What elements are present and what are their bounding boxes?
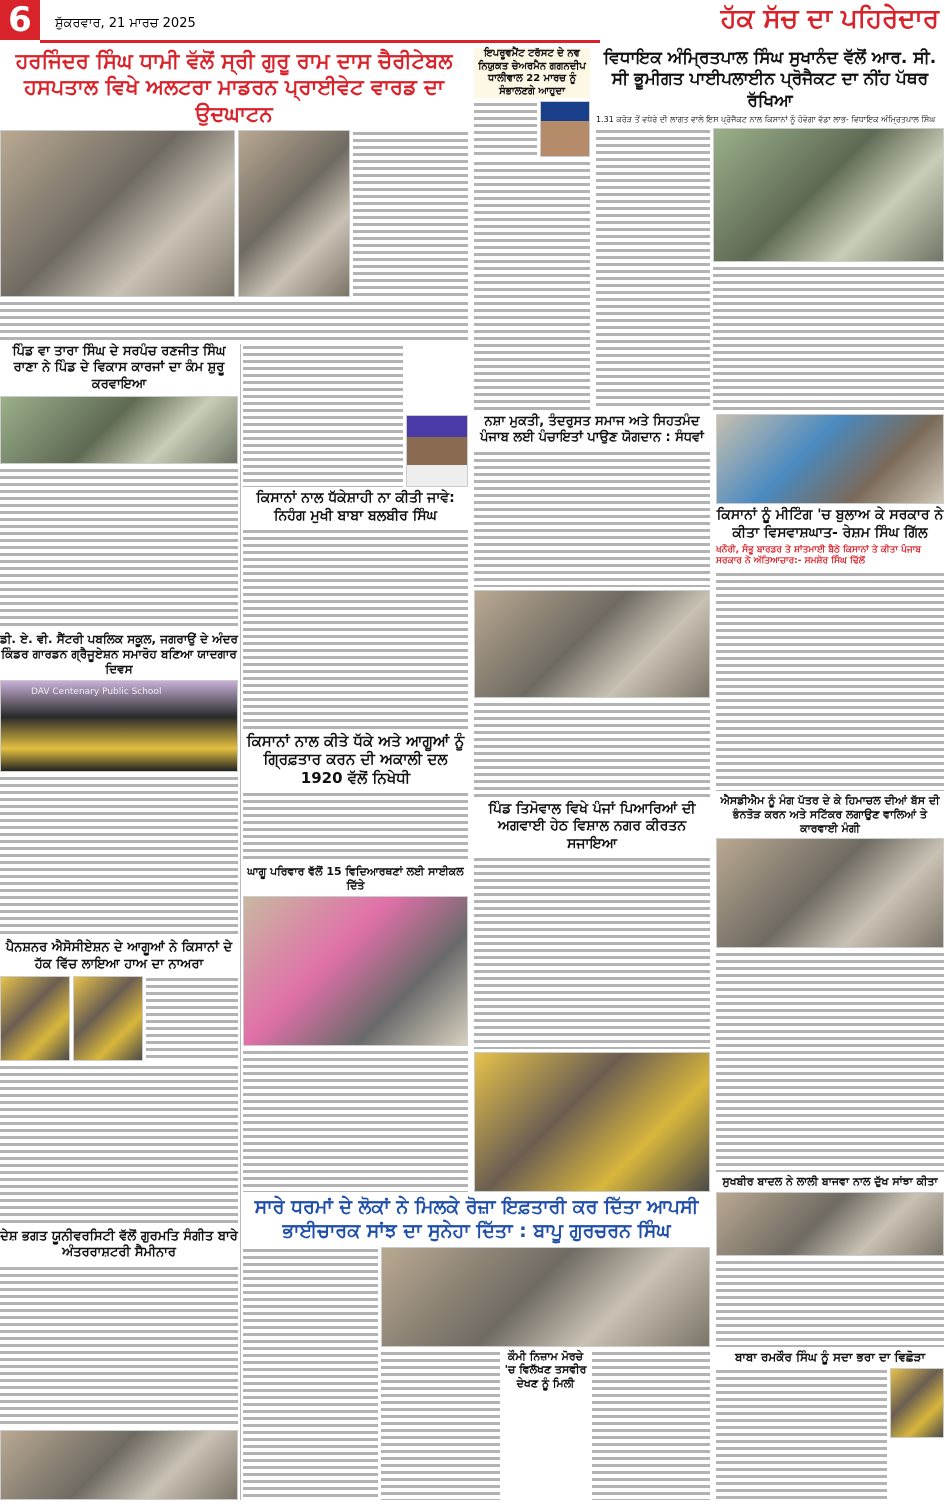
photo-iftar	[381, 1247, 710, 1347]
headline-sdm: ਐਸਡੀਐਮ ਨੂੰ ਮੰਗ ਪੱਤਰ ਦੇ ਕੇ ਹਿਮਾਚਲ ਦੀਆਂ ਬੱਸ ਦੀ ਭੰਨਤੋੜ ਕਰਨ ਅਤੇ ਸਟਿੱਕਰ ਲਗਾਉਣ ਵਾਲਿਆਂ ਤੇ ਕਾਰਵਾਈ ਮੰਗੀ	[720, 794, 940, 835]
column-right	[716, 414, 944, 1500]
body-morcha	[592, 1350, 711, 1501]
photo-baba	[890, 1368, 944, 1438]
photo-gagandeep	[540, 101, 590, 157]
body-iftar	[243, 1247, 378, 1501]
body-pensioner-side	[146, 976, 238, 1061]
body-iftar-2	[381, 1350, 500, 1501]
photo-pipeline	[713, 128, 944, 262]
column-divider	[240, 344, 241, 1500]
column-second	[243, 344, 468, 1192]
headline-nasha: ਨਸ਼ਾ ਮੁਕਤੀ, ਤੰਦਰੁਸਤ ਸਮਾਜ ਅਤੇ ਸਿਹਤਮੰਦ ਪੰਜਾਬ ਲਈ ਪੰਚਾਇਤਾਂ ਪਾਉਣ ਯੋਗਦਾਨ : ਸੰਧਵਾਂ	[480, 414, 704, 446]
pensioner-photo-row	[0, 976, 238, 1061]
body-meeting	[716, 571, 944, 792]
photo-meeting	[716, 414, 944, 504]
photo-dhami-2	[238, 130, 350, 297]
body-kirtan	[474, 856, 710, 1049]
headline-trust: ਇਪਰੂਵਮੈਂਟ ਟਰੱਸਟ ਦੇ ਨਵ ਨਿਯੁਕਤ ਚੇਅਰਮੈਨ ਗਗਨਦੀਪ ਧਾਲੀਵਾਲ 22 ਮਾਰਚ ਨੂੰ ਸੰਭਾਲਣਗੇ ਆਹੁਦਾ	[474, 48, 590, 98]
headline-pensioner: ਪੈਨਸ਼ਨਰ ਐਸੋਸੀਏਸ਼ਨ ਦੇ ਆਗੂਆਂ ਨੇ ਕਿਸਾਨਾਂ ਦੇ ਹੱਕ ਵਿੱਚ ਲਾਇਆ ਹਾਅ ਦਾ ਨਾਅਰਾ	[5, 940, 233, 972]
school-banner-text: DAV Centenary Public School	[31, 687, 162, 698]
photo-kirtan	[474, 1052, 710, 1192]
photo-nasha	[474, 590, 710, 698]
body-pipeline	[596, 128, 710, 410]
dhami-photo-row	[0, 130, 468, 297]
subhead-meeting: ਖਨੌਰੀ, ਸੰਭੂ ਬਾਰਡਰ ਤੇ ਸ਼ਾਂਤਮਾਈ ਬੈਠੇ ਕਿਸਾਨਾਂ ਤੇ ਕੀਤਾ ਪੰਜਾਬ ਸਰਕਾਰ ਨੇ ਅੱਤਿਆਚਾਰ:- ਸਮਸ਼ੇਰ ਸਿੰਘ ਢਿੱਲੋਂ	[716, 545, 921, 567]
photo-sukhbir	[716, 1192, 944, 1256]
section-trust	[474, 48, 590, 410]
section-pipeline	[596, 48, 944, 410]
photo-pensioner-2	[73, 976, 143, 1061]
body-dhami-cont	[243, 344, 403, 487]
body-nihang	[243, 528, 468, 728]
photo-sdm	[716, 838, 944, 948]
header-rule	[40, 40, 600, 43]
section-dhami	[0, 48, 468, 340]
body-nasha	[474, 450, 710, 588]
headline-sarpanch: ਪਿੰਡ ਵਾ ਤਾਰਾ ਸਿੰਘ ਦੇ ਸਰਪੰਚ ਰਣਜੀਤ ਸਿੰਘ ਰਾਣਾ ਨੇ ਪਿੰਡ ਦੇ ਵਿਕਾਸ ਕਾਰਜਾਂ ਦਾ ਕੰਮ ਸ਼ੁਰੂ ਕਰਵਾਇਆ	[12, 344, 226, 392]
headline-kirtan: ਪਿੰਡ ਤਿਮੋਵਾਲ ਵਿਖੇ ਪੰਜਾਂ ਪਿਆਰਿਆਂ ਦੀ ਅਗਵਾਈ ਹੇਠ ਵਿਸ਼ਾਲ ਨਗਰ ਕੀਰਤਨ ਸਜਾਇਆ	[488, 800, 696, 852]
iftar-bottom-row	[381, 1350, 710, 1501]
column-middle	[474, 414, 710, 1192]
body-pensioner	[0, 1064, 238, 1226]
body-baba	[716, 1368, 887, 1500]
body-sarpanch	[0, 467, 238, 629]
subhead-pipeline: 1.31 ਕਰੋੜ ਤੋਂ ਵਧੇਰੇ ਦੀ ਲਾਗਤ ਵਾਲੇ ਇਸ ਪ੍ਰੋਜੈਕਟ ਨਾਲ ਕਿਸਾਨਾਂ ਨੂੰ ਹੋਵੇਗਾ ਵੱਡਾ ਲਾਭ- ਵਿਧਾਇਕ ਅੰਮ੍ਰਿਤਪਾਲ ਸਿੰਘ	[596, 114, 936, 124]
body-akali	[243, 791, 468, 863]
body-dhami	[0, 300, 468, 340]
pipeline-row	[596, 128, 944, 410]
headline-dhami: ਹਰਜਿੰਦਰ ਸਿੰਘ ਧਾਮੀ ਵੱਲੋਂ ਸ੍ਰੀ ਗੁਰੂ ਰਾਮ ਦਾਸ ਚੈਰੀਟੇਬਲ ਹਸਪਤਾਲ ਵਿਖੇ ਅਲਟਰਾ ਮਾਡਰਨ ਪ੍ਰਾਈਵੇਟ ਵਾਰਡ ਦਾ ਉਦਘਾਟਨ	[15, 49, 453, 126]
headline-nihang: ਕਿਸਾਨਾਂ ਨਾਲ ਧੱਕੇਸ਼ਾਹੀ ਨਾ ਕੀਤੀ ਜਾਵੇ: ਨਿਹੰਗ ਮੁਖੀ ਬਾਬਾ ਬਲਬੀਰ ਸਿੰਘ	[256, 490, 455, 524]
page-number: 6	[0, 0, 40, 40]
body-sdm	[716, 951, 944, 1172]
headline-sukhbir: ਸੁਖਬੀਰ ਬਾਦਲ ਨੇ ਲਾਲੀ ਬਾਜਵਾ ਨਾਲ ਦੁੱਖ ਸਾਂਝਾ ਕੀਤਾ	[722, 1174, 938, 1188]
body-trust-2	[474, 160, 590, 410]
nihang-top-row	[243, 344, 468, 487]
headline-pipeline: ਵਿਧਾਇਕ ਅੰਮ੍ਰਿਤਪਾਲ ਸਿੰਘ ਸੁਖਾਨੰਦ ਵੱਲੋਂ ਆਰ. ਸੀ. ਸੀ ਭੂਮੀਗਤ ਪਾਈਪਲਾਈਨ ਪ੍ਰੋਜੈਕਟ ਦਾ ਨੀਂਹ ਪੱਥਰ ਰੱਖਿਆ	[603, 48, 937, 111]
headline-baba: ਬਾਬਾ ਰਮਕੌਰ ਸਿੰਘ ਨੂੰ ਸਦਾ ਭਰਾ ਦਾ ਵਿਛੋੜਾ	[734, 1349, 926, 1364]
headline-meeting: ਕਿਸਾਨਾਂ ਨੂੰ ਮੀਟਿੰਗ 'ਚ ਬੁਲਾਅ ਕੇ ਸਰਕਾਰ ਨੇ ਕੀਤਾ ਵਿਸਵਾਸ਼ਘਾਤ- ਰੇਸ਼ਮ ਸਿੰਘ ਗਿੱਲ	[716, 507, 944, 541]
column-left	[0, 344, 238, 1500]
photo-nihang	[406, 415, 468, 487]
photo-seminar	[0, 1430, 238, 1500]
photo-dhami-1	[0, 130, 235, 297]
photo-dav	[0, 680, 238, 772]
photo-sarpanch	[0, 396, 238, 464]
body-pipeline-2	[713, 265, 944, 410]
body-cycles	[243, 1049, 468, 1192]
iftar-right	[381, 1247, 710, 1501]
body-seminar	[0, 1265, 238, 1427]
pipeline-right	[713, 128, 944, 410]
photo-cycles	[243, 896, 468, 1046]
headline-akali: ਕਿਸਾਨਾਂ ਨਾਲ ਕੀਤੇ ਧੱਕੇ ਅਤੇ ਆਗੂਆਂ ਨੂੰ ਗ੍ਰਿਫ਼ਤਾਰ ਕਰਨ ਦੀ ਅਕਾਲੀ ਦਲ 1920 ਵੱਲੋਂ ਨਿਖੇਧੀ	[246, 731, 465, 788]
headline-seminar: ਦੇਸ਼ ਭਗਤ ਯੂਨੀਵਰਸਿਟੀ ਵੱਲੋਂ ਗੁਰਮਤਿ ਸੰਗੀਤ ਬਾਰੇ ਅੰਤਰਰਾਸ਼ਟਰੀ ਸੈਮੀਨਾਰ	[0, 1229, 238, 1261]
photo-pensioner-1	[0, 976, 70, 1061]
headline-iftar: ਸਾਰੇ ਧਰਮਾਂ ਦੇ ਲੋਕਾਂ ਨੇ ਮਿਲਕੇ ਰੋਜ਼ਾ ਇਫ਼ਤਾਰੀ ਕਰ ਦਿੱਤਾ ਆਪਸੀ ਭਾਈਚਾਰਕ ਸਾਂਝ ਦਾ ਸੁਨੇਹਾ ਦਿੱਤਾ : ਬਾਪੂ ਗੁਰਚਰਨ ਸਿੰਘ	[254, 1196, 699, 1242]
page-date: ਸ਼ੁੱਕਰਵਾਰ, 21 ਮਾਰਚ 2025	[55, 16, 196, 31]
headline-cycles: ਘਾਗੂ ਪਰਿਵਾਰ ਵੱਲੋਂ 15 ਵਿਦਿਆਰਥਣਾਂ ਲਈ ਸਾਈਕਲ ਦਿੱਤੇ	[247, 865, 464, 893]
headline-dav: ਡੀ. ਏ. ਵੀ. ਸੈਂਟਰੀ ਪਬਲਿਕ ਸਕੂਲ, ਜਗਰਾਉਂ ਦੇ ਅੰਦਰ ਕਿੰਡਰ ਗਾਰਡਨ ਗ੍ਰੈਜੂਏਸ਼ਨ ਸਮਾਰੋਹ ਬਣਿਆ ਯਾਦਗਾਰ ਦਿਵਸ	[0, 632, 238, 677]
section-iftar	[243, 1196, 710, 1500]
body-dav	[0, 775, 238, 937]
iftar-row	[243, 1247, 710, 1501]
baba-row	[716, 1368, 944, 1500]
headline-morcha: ਕੌਮੀ ਨਿਜ਼ਾਮ ਮੋਰਚੇ 'ਚ ਵਿਲੱਖਣ ਤਸਵੀਰ ਦੇਖਣ ਨੂੰ ਮਿਲੀ	[504, 1349, 587, 1390]
body-dhami-right	[353, 130, 468, 297]
body-trust	[474, 101, 537, 157]
body-sukhbir	[716, 1259, 944, 1347]
body-nasha-2	[474, 701, 710, 797]
masthead-logo: ਹੱਕ ਸੱਚ ਦਾ ਪਹਿਰੇਦਾਰ	[720, 4, 939, 34]
trust-photo-row	[474, 101, 590, 157]
